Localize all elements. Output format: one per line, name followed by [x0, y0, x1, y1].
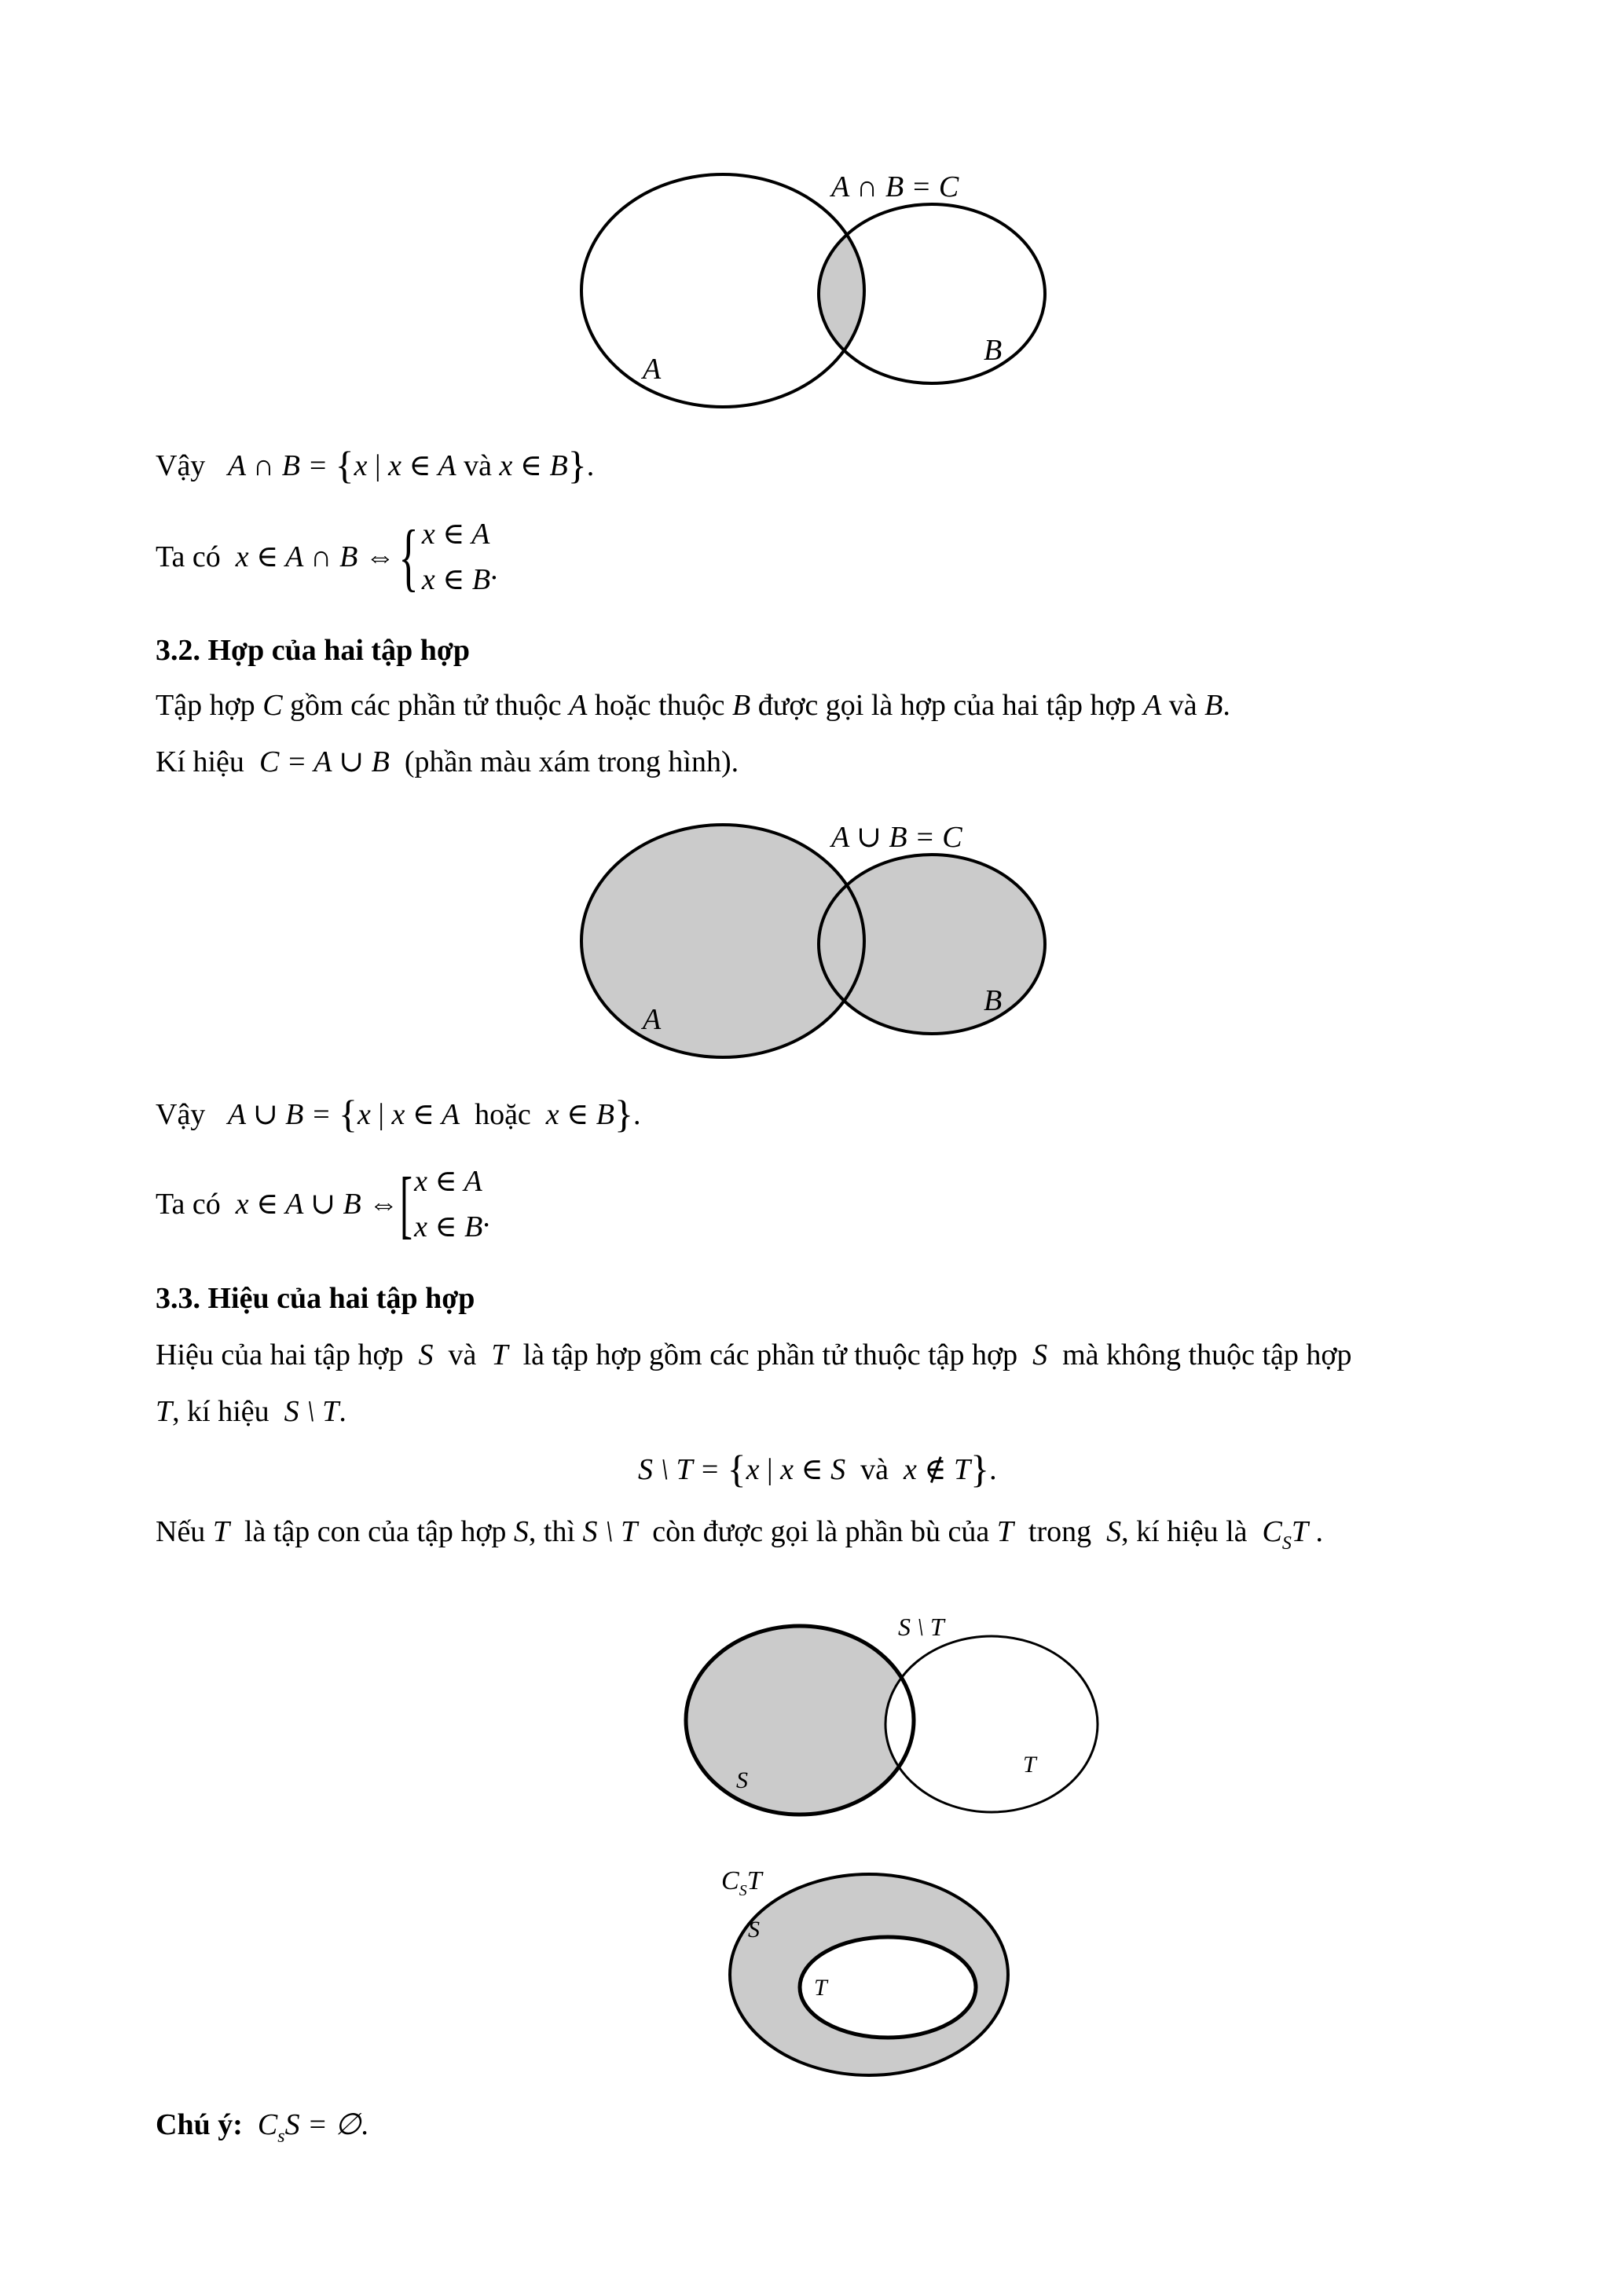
complement-paragraph: Nếu T là tập con của tập hợp S, thì S \ T còn được gọi là phần bù của T trong S, kí hiệu là $C_ST$ . — [156, 1515, 1324, 1554]
union-diagram — [581, 821, 1045, 1057]
union-label: A ∪ B = C — [831, 821, 962, 854]
label-b: B — [984, 334, 1003, 367]
union-paragraph: Tập hợp C gồm các phần tử thuộc A hoặc thuộc B được gọi là hợp của hai tập hợp A và B. — [156, 689, 1230, 722]
complement-label: $C_ST$ — [721, 1866, 762, 1899]
system-cases: x ∈ A x ∈ B — [421, 518, 491, 596]
difference-paragraph-line2: T, kí hiệu S \ T. — [156, 1395, 346, 1428]
union-equivalence: Ta có x ∈ A ∪ B ⇔ [ x ∈ A x ∈ B . — [156, 1161, 490, 1247]
close-brace: } — [567, 443, 587, 487]
intersection-equivalence: Ta có x ∈ A ∩ B ⇔ { x ∈ A x ∈ B . — [156, 514, 498, 600]
set-t-ellipse — [885, 1636, 1098, 1812]
union-notation: Kí hiệu C = A ∪ B (phần màu xám trong hình). — [156, 745, 739, 778]
label-a: A — [643, 1003, 662, 1036]
open-brace: { — [335, 443, 354, 487]
union-set-definition: Vậy A ∪ B = {x | x ∈ A hoặc x ∈ B}. — [156, 1092, 641, 1136]
label-a: A — [643, 353, 662, 386]
complement-diagram — [721, 1866, 1008, 2075]
square-bracket: [ — [400, 1162, 413, 1246]
label-s: S — [736, 1767, 748, 1793]
intersection-set-definition: Vậy A ∩ B = {x | x ∈ A và x ∈ B}. — [156, 443, 595, 487]
difference-label: S \ T — [898, 1613, 944, 1641]
difference-paragraph-line1: Hiệu của hai tập hợp S và T là tập hợp gồm các phần tử thuộc tập hợp S mà không thuộc tập hợp — [156, 1338, 1352, 1371]
label-s: S — [748, 1917, 760, 1943]
intersection-diagram — [581, 170, 1045, 407]
label-b: B — [984, 984, 1003, 1017]
label-t: T — [814, 1975, 827, 2001]
curly-brace: { — [398, 514, 419, 599]
alternative-cases: x ∈ A x ∈ B — [414, 1165, 483, 1243]
intersection-label: A ∩ B = C — [831, 170, 959, 203]
heading-difference: 3.3. Hiệu của hai tập hợp — [156, 1282, 475, 1315]
heading-union: 3.2. Hợp của hai tập hợp — [156, 634, 471, 667]
note-line: Chú ý: $C_sS$ = ∅. — [156, 2108, 368, 2147]
difference-diagram — [686, 1613, 1098, 1814]
label-t: T — [1023, 1752, 1036, 1778]
difference-set-definition: S \ T = {x | x ∈ S và x ∉ T}. — [638, 1447, 997, 1491]
